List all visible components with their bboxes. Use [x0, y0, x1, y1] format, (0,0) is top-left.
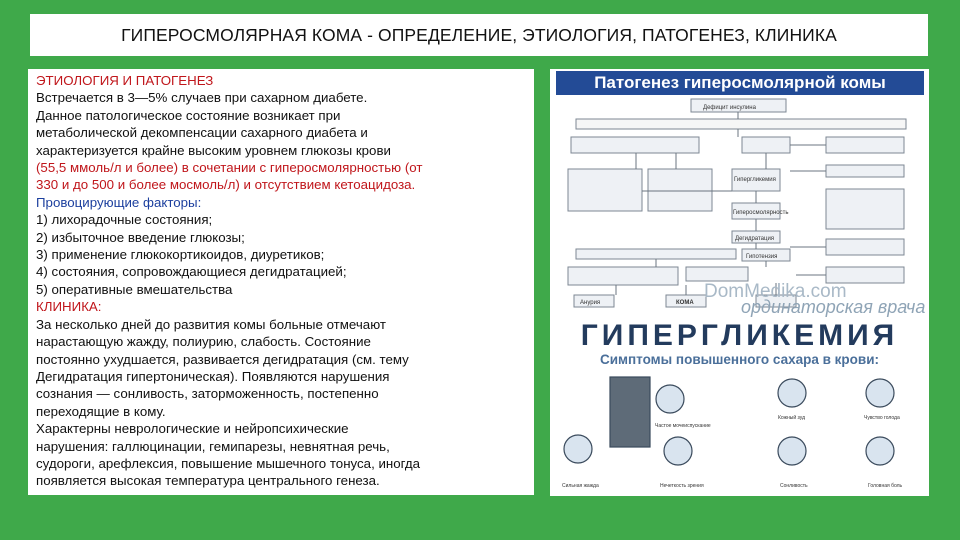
symptoms-illustration: [550, 369, 929, 496]
flowchart-graphic: [556, 71, 924, 315]
figure-panel: [550, 69, 929, 496]
text-line: появляется высокая температура центрального генеза.: [36, 473, 380, 489]
face-icon: [564, 435, 592, 463]
text-body: [36, 72, 532, 490]
factor-item: 3) применение глюкокортикоидов, диуретиков;: [36, 247, 325, 263]
face-icon: [866, 379, 894, 407]
pathogenesis-diagram: [556, 71, 924, 315]
text-line: нарушения: галлюцинации, гемипарезы, невнятная речь,: [36, 438, 390, 454]
flow-label: КОМА: [676, 300, 694, 306]
section-heading-etiology: ЭТИОЛОГИЯ И ПАТОГЕНЕЗ: [36, 73, 214, 88]
text-line: судороги, арефлексия, повышение мышечного тонуса, иногда: [36, 455, 421, 471]
face-icon: [778, 379, 806, 407]
face-icon: [866, 437, 894, 465]
flow-box: [826, 165, 904, 177]
text-line: Встречается в 3—5% случаев при сахарном диабете.: [36, 90, 368, 106]
pathogenesis-title: Патогенез гиперосмолярной комы: [556, 71, 924, 95]
flow-label: Анурия: [580, 300, 601, 306]
text-panel: [28, 69, 534, 495]
flow-label: Дегидратация: [735, 236, 775, 242]
flow-box: [826, 189, 904, 229]
flow-box: [568, 169, 642, 211]
symptom-figures: [564, 377, 894, 465]
symptom-caption: Чувство голода: [864, 415, 900, 421]
door-icon: [610, 377, 650, 447]
text-line: 330 и до 500 и более мосмоль/л) и отсутствием кетоацидоза.: [36, 177, 416, 193]
flow-box: [576, 119, 906, 129]
flow-label: Дефицит инсулина: [703, 105, 756, 111]
flow-box: [576, 249, 736, 259]
hyperglycemia-title: ГИПЕРГЛИКЕМИЯ: [580, 319, 899, 352]
text-line: Характерны неврологические и нейропсихические: [36, 421, 349, 437]
symptoms-infographic: [550, 319, 929, 496]
section-heading-clinic: КЛИНИКА:: [36, 299, 102, 315]
flow-box: [826, 137, 904, 153]
watermark-text: ординаторская врача: [741, 297, 926, 317]
text-line: (55,5 ммоль/л и более) в сочетании с гиперосмолярностью (от: [36, 160, 423, 176]
factor-item: 1) лихорадочные состояния;: [36, 212, 213, 228]
slide-title: ГИПЕРОСМОЛЯРНАЯ КОМА - ОПРЕДЕЛЕНИЕ, ЭТИОЛОГИЯ, ПАТОГЕНЕЗ, КЛИНИКА: [121, 24, 837, 45]
text-line: Дегидратация гипертоническая). Появляются нарушения: [36, 368, 390, 384]
factor-item: 5) оперативные вмешательства: [36, 281, 233, 297]
text-line: постоянно ухудшается, развивается дегидратация (см. тему: [36, 351, 409, 367]
flow-label: Гипотензия: [746, 254, 778, 260]
flow-box: [568, 267, 678, 285]
text-line: За несколько дней до развития комы больные отмечают: [36, 316, 386, 332]
symptom-caption: Нечеткость зрения: [660, 483, 704, 489]
text-line: нарастающую жажду, полиурию, слабость. Состояние: [36, 334, 371, 350]
text-line: характеризуется крайне высоким уровнем глюкозы крови: [36, 142, 391, 158]
flow-label: Гипергликемия: [734, 177, 776, 183]
watermark-site: DomMedika.com: [704, 281, 847, 302]
flow-box: [571, 137, 699, 153]
symptom-caption: Сильная жажда: [562, 483, 599, 489]
flow-box: [686, 267, 748, 281]
flow-box: [826, 239, 904, 255]
text-line: Данное патологическое состояние возникает при: [36, 107, 341, 123]
face-icon: [656, 385, 684, 413]
factor-item: 2) избыточное введение глюкозы;: [36, 229, 245, 245]
text-line: переходящие в кому.: [36, 403, 166, 419]
factor-item: 4) состояния, сопровождающиеся дегидратацией;: [36, 264, 347, 280]
hyperglycemia-subtitle: Симптомы повышенного сахара в крови:: [599, 352, 880, 367]
flow-label: Гиперосмолярность: [733, 210, 789, 216]
text-line: сознания — сонливость, заторможенность, постепенно: [36, 386, 379, 402]
symptom-caption: Частое мочеиспускание: [655, 423, 711, 429]
flow-box: [648, 169, 712, 211]
factors-heading: Провоцирующие факторы:: [36, 194, 202, 210]
symptom-caption: Сонливость: [780, 483, 808, 489]
symptom-caption: Головная боль: [868, 483, 903, 489]
symptom-caption: Кожный зуд: [778, 415, 806, 421]
face-icon: [778, 437, 806, 465]
face-icon: [664, 437, 692, 465]
flow-box: [742, 137, 790, 153]
slide-title-bar: [30, 14, 928, 56]
text-line: метаболической декомпенсации сахарного диабета и: [36, 125, 368, 141]
